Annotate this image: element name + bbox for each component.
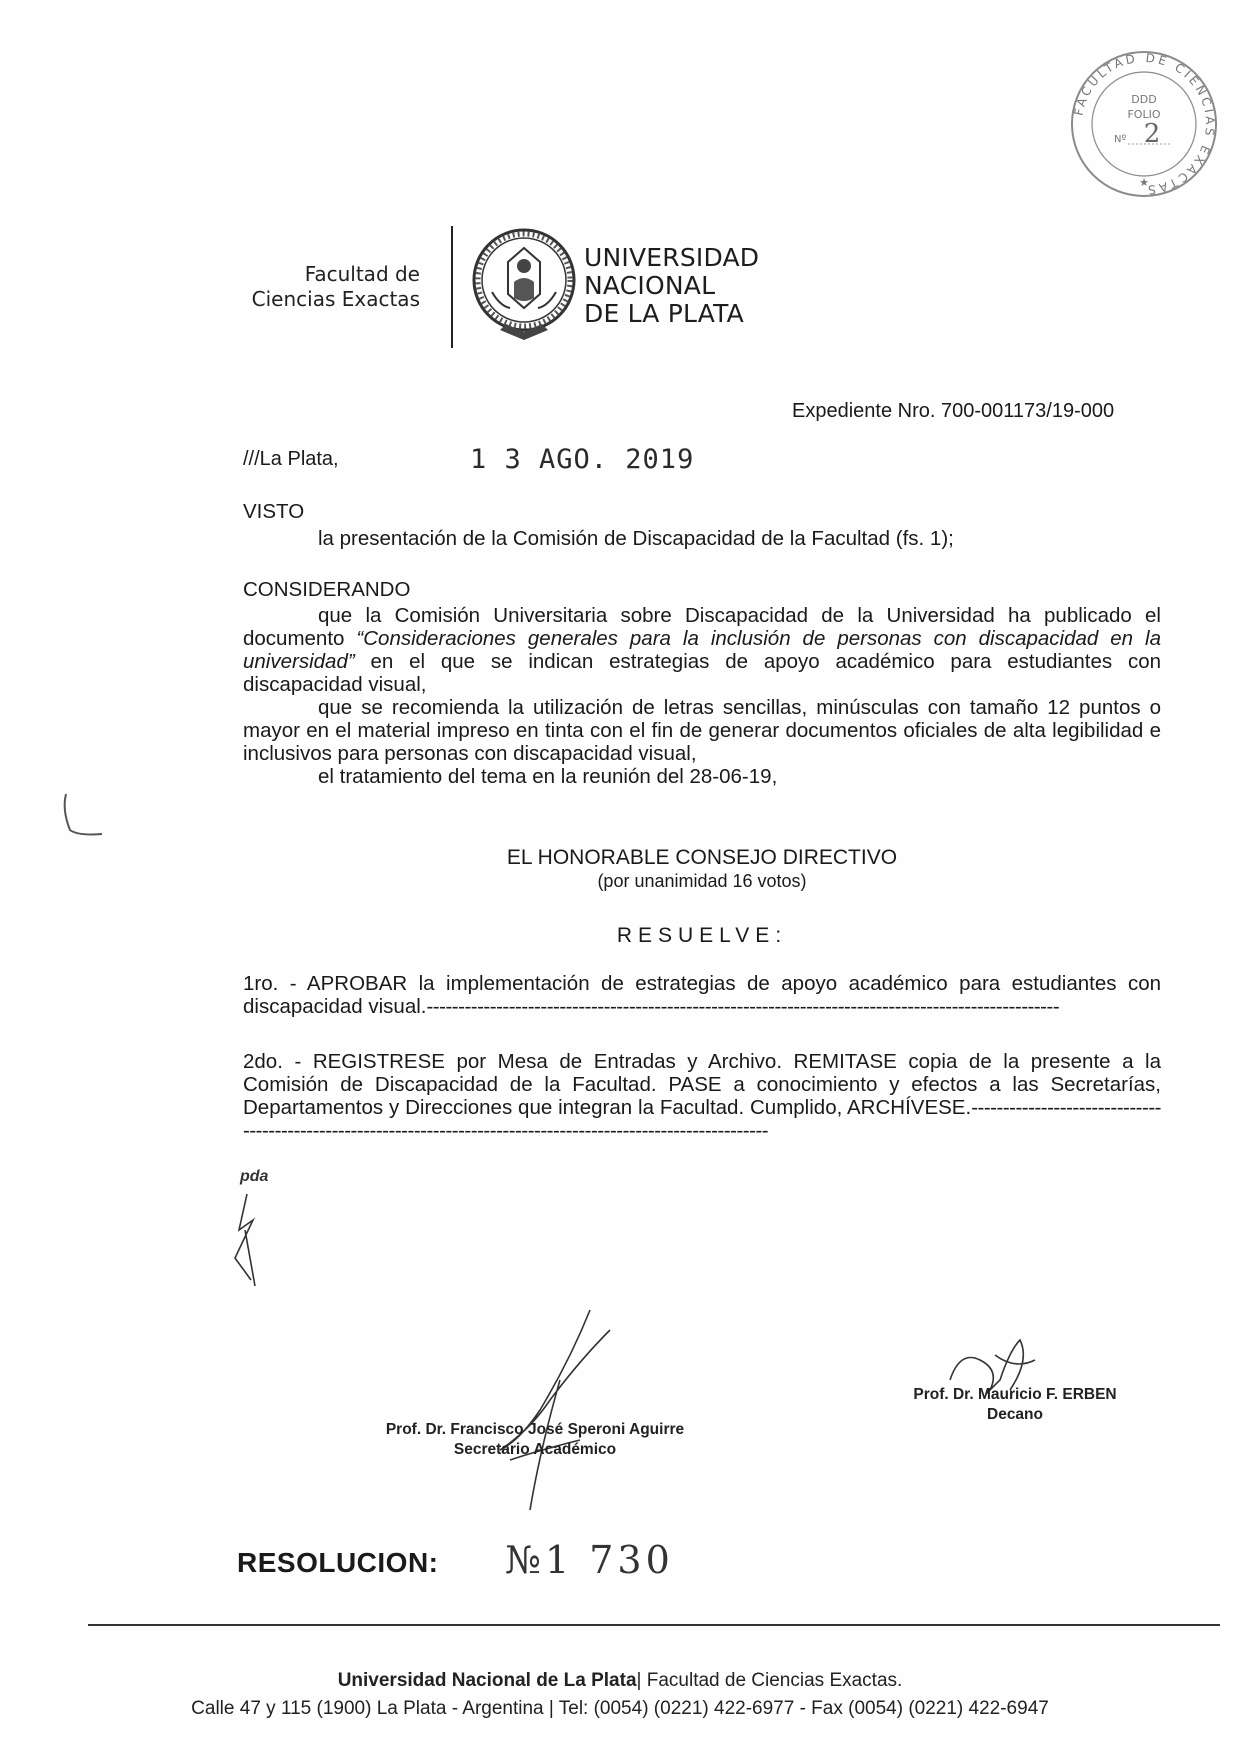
star-icon: ★ (1139, 177, 1149, 189)
signature-block-secretary (370, 1420, 700, 1460)
place: ///La Plata, (243, 448, 339, 470)
faculty-name-line-2: Ciencias Exactas (251, 287, 420, 311)
handwritten-initial-mark (225, 1190, 265, 1290)
council-votes: (por unanimidad 16 votos) (597, 871, 807, 891)
article-1 (243, 972, 1161, 1018)
article-1-dashes: ---------------------------------------------------------------------------------------------------- (426, 995, 1060, 1018)
folio-ring-text: FACULTAD DE CIENCIAS EXACTAS (1071, 50, 1218, 198)
council-title: EL HONORABLE CONSEJO DIRECTIVO (506, 846, 898, 869)
university-seal-icon (470, 222, 578, 352)
considerando-section (243, 578, 1161, 788)
article-2 (243, 1050, 1161, 1142)
article-1-text: 1ro. - APROBAR la implementación de estrategias de apoyo académico para estudiantes con discapacidad visual. (243, 972, 1161, 1018)
secretary-name: Prof. Dr. Francisco José Speroni Aguirre (385, 1421, 685, 1438)
resuelve-heading: RESUELVE: (616, 924, 788, 947)
handwritten-margin-mark (58, 790, 118, 850)
expediente-number: Expediente Nro. 700-001173/19-000 (792, 400, 1115, 422)
considerando-heading: CONSIDERANDO (243, 578, 411, 601)
resolucion-label: RESOLUCION: (237, 1547, 439, 1578)
university-name-line-2: NACIONAL (584, 271, 716, 300)
considerando-p1-after: en el que se indican estrategias de apoyo académico para estudiantes con discapacidad visual, (243, 650, 1161, 696)
considerando-paragraph-2: que se recomienda la utilización de letras sencillas, minúsculas con tamaño 12 puntos o mayor en el material impreso en tinta con el fin de generar documentos oficiales de alta legibilidad e inclusivos para personas con discapacidad visual, (243, 696, 1161, 765)
faculty-name-line-1: Facultad de (304, 262, 420, 286)
bleed-through-mark (520, 90, 528, 124)
university-name-line-1: UNIVERSIDAD (584, 243, 760, 272)
initials: pda (240, 1168, 269, 1185)
folio-number-prefix: Nº (1114, 134, 1127, 145)
dean-title: Decano (987, 1406, 1043, 1423)
folio-number: 2 (1143, 119, 1161, 149)
footer-line-2: Calle 47 y 115 (1900) La Plata - Argentina | Tel: (0054) (0221) 422-6977 - Fax (0054) (0221) 422-6947 (191, 1698, 1049, 1719)
council-block (243, 846, 1161, 892)
dean-name: Prof. Dr. Mauricio F. ERBEN (913, 1386, 1117, 1403)
date-stamp: 1 3 AGO. 2019 (470, 444, 695, 475)
signature-block-dean (880, 1385, 1150, 1425)
folio-code: DDD (1131, 93, 1157, 106)
considerando-paragraph-3: el tratamiento del tema en la reunión del 28-06-19, (318, 765, 778, 788)
visto-text: la presentación de la Comisión de Discapacidad de la Facultad (fs. 1); (318, 527, 954, 550)
footer-university: Universidad Nacional de La Plata (337, 1670, 637, 1691)
considerando-paragraph-1 (243, 604, 1161, 696)
signature-secretary (470, 1300, 630, 1530)
considerando-p1-before: que la Comisión Universitaria sobre Discapacidad de la Universidad ha publicado el documento (243, 604, 1161, 650)
letterhead-divider (451, 226, 453, 348)
faculty-name (240, 262, 420, 312)
article-2-text: 2do. - REGISTRESE por Mesa de Entradas y Archivo. REMITASE copia de la presente a la Comisión de Discapacidad de la Facultad. PASE a conocimiento y efectos a las Secretarías, Departamentos y Direcciones que integran la Facultad. Cumplido, ARCHÍVESE. (243, 1050, 1161, 1119)
footer-line-1 (0, 1670, 1240, 1692)
visto-heading: VISTO (243, 500, 305, 523)
university-name-line-3: DE LA PLATA (584, 299, 744, 328)
visto-section (243, 500, 1161, 550)
secretary-title: Secretario Académico (453, 1441, 617, 1458)
resolucion-number: №1 730 (505, 1538, 674, 1582)
folio-stamp (1066, 46, 1222, 202)
folio-label: FOLIO (1127, 108, 1161, 121)
document-title: “Consideraciones generales para la inclusión de personas con discapacidad en la universidad” (243, 627, 1162, 673)
university-name (584, 244, 759, 328)
footer-rule (88, 1624, 1220, 1626)
article-2-dashes: ----------------------------------------------------------------------------------------------------------------- (243, 1096, 1161, 1142)
footer-faculty: | Facultad de Ciencias Exactas. (636, 1670, 903, 1691)
